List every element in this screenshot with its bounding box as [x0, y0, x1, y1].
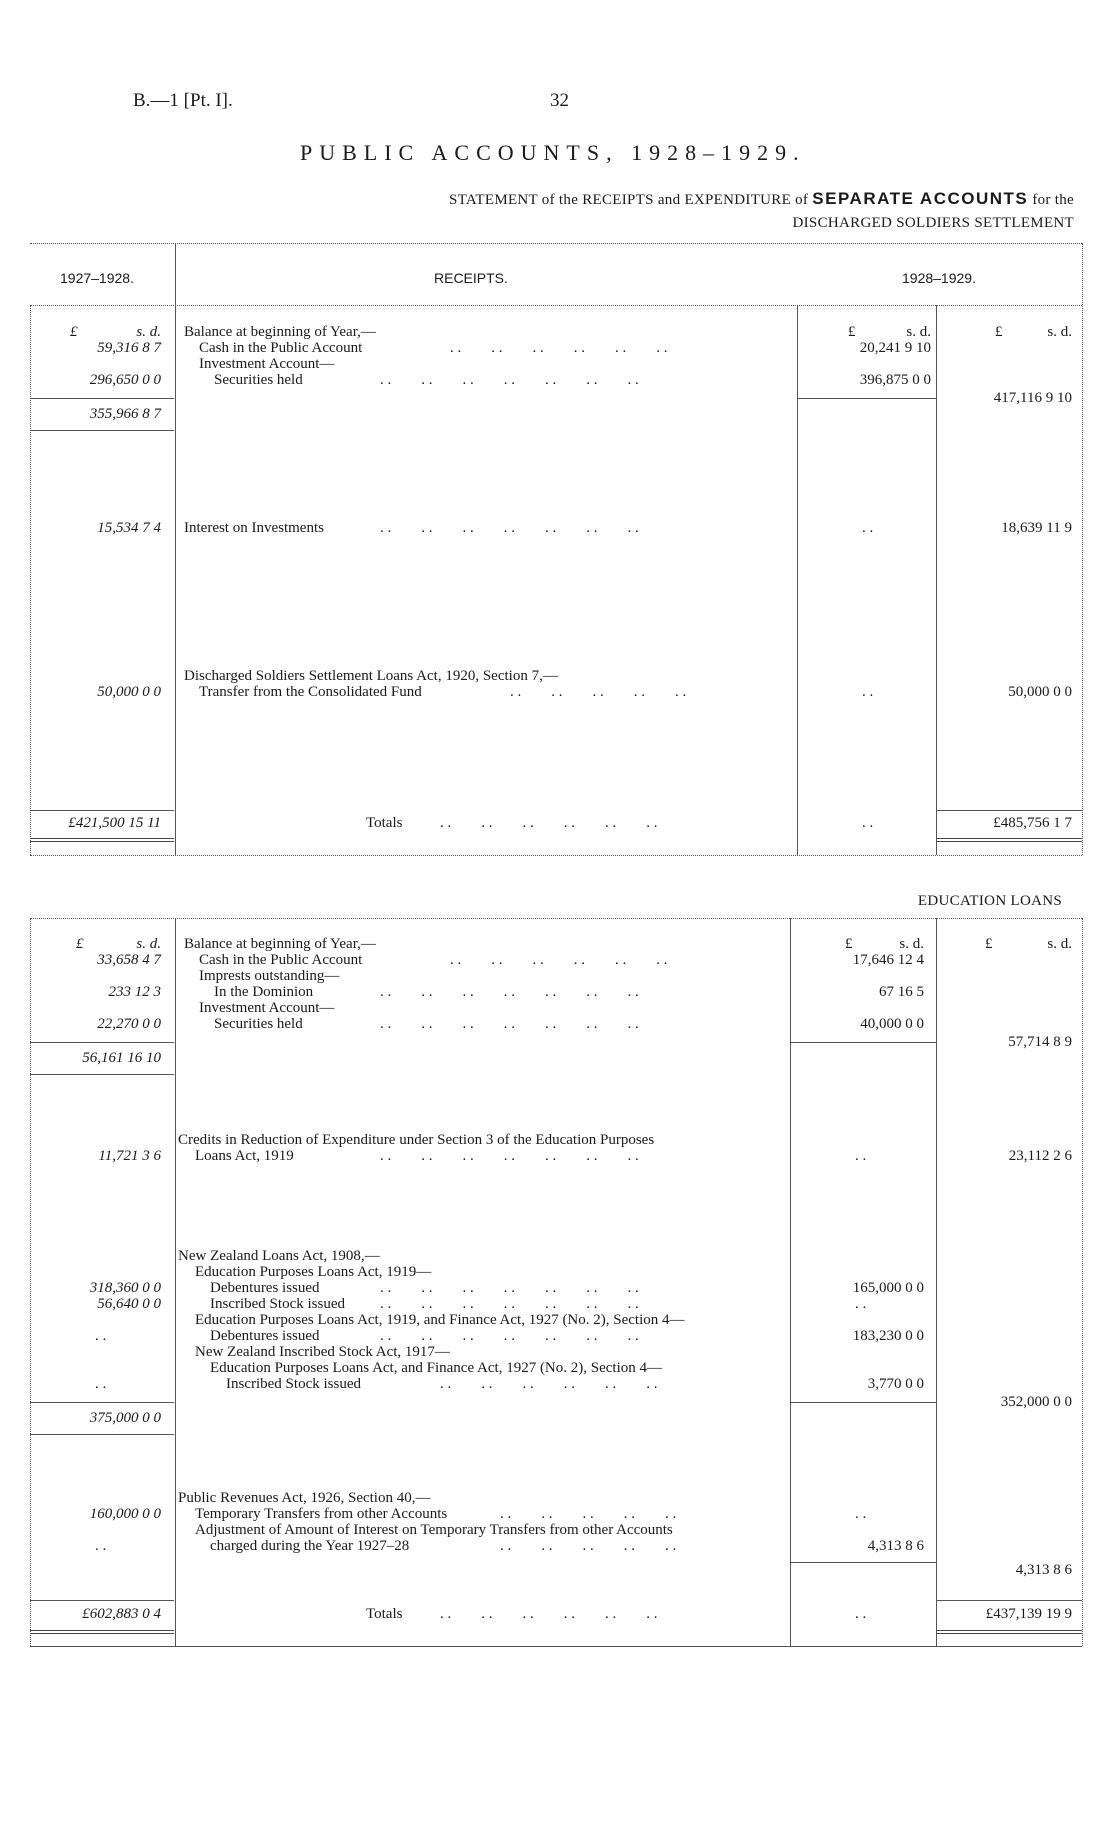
row-label: Cash in the Public Account — [199, 952, 363, 968]
curr-amount: 17,646 12 4 — [852, 952, 924, 968]
curr-subtotal: 4,313 8 6 — [1015, 1562, 1072, 1578]
row-label: Transfer from the Consolidated Fund — [199, 684, 422, 700]
leader-dots: . . . . . . . . . . . . — [440, 815, 658, 831]
page-number: 32 — [550, 90, 569, 111]
sd-label: s. d. — [136, 324, 161, 340]
leader-dots: . . — [855, 1296, 867, 1312]
row-label: Education Purposes Loans Act, 1919, and Finance Act, 1927 (No. 2), Section 4— — [195, 1312, 685, 1328]
header-curr-year: 1928–1929. — [902, 270, 976, 286]
row-label: Cash in the Public Account — [199, 340, 363, 356]
leader-dots: . . — [95, 1376, 107, 1392]
prev-amount: 15,534 7 4 — [97, 520, 161, 536]
prev-amount: 233 12 3 — [108, 984, 161, 1000]
leader-dots: . . . . . . . . . . . . . . — [380, 1016, 639, 1032]
prev-amount: 33,658 4 7 — [97, 952, 161, 968]
curr-amount: 40,000 0 0 — [860, 1016, 924, 1032]
curr-amount: 50,000 0 0 — [1008, 684, 1072, 700]
leader-dots: . . . . . . . . . . — [500, 1506, 677, 1522]
leader-dots: . . . . . . . . . . . . . . — [380, 1280, 639, 1296]
row-label: Securities held — [214, 372, 303, 388]
pound-sign: £ — [848, 324, 856, 340]
curr-amount: 67 16 5 — [879, 984, 924, 1000]
leader-dots: . . . . . . . . . . . . . . — [380, 520, 639, 536]
statement-prefix: STATEMENT of the RECEIPTS and EXPENDITURE of — [449, 192, 809, 208]
row-label: Inscribed Stock issued — [226, 1376, 361, 1392]
sd-label: s. d. — [136, 936, 161, 952]
prev-total: £421,500 15 11 — [68, 815, 161, 831]
leader-dots: . . — [95, 1328, 107, 1344]
leader-dots: . . . . . . . . . . — [510, 684, 687, 700]
leader-dots: . . . . . . . . . . . . — [450, 952, 668, 968]
row-label: New Zealand Loans Act, 1908,— — [178, 1248, 380, 1264]
leader-dots: . . — [855, 1606, 867, 1622]
leader-dots: . . . . . . . . . . . . — [440, 1606, 658, 1622]
curr-subtotal: 417,116 9 10 — [993, 390, 1072, 406]
row-label: Public Revenues Act, 1926, Section 40,— — [178, 1490, 431, 1506]
row-label: Balance at beginning of Year,— — [184, 936, 376, 952]
prev-subtotal: 355,966 8 7 — [89, 406, 161, 422]
curr-amount: 20,241 9 10 — [859, 340, 931, 356]
pound-sign: £ — [70, 324, 78, 340]
leader-dots: . . — [862, 815, 874, 831]
prev-amount: 59,316 8 7 — [97, 340, 161, 356]
curr-total: £485,756 1 7 — [993, 815, 1072, 831]
section-title-edu: EDUCATION LOANS — [917, 893, 1062, 909]
row-label: Investment Account— — [199, 356, 335, 372]
leader-dots: . . . . . . . . . . . . . . — [380, 984, 639, 1000]
leader-dots: . . . . . . . . . . . . . . — [380, 372, 639, 388]
sd-label: s. d. — [906, 324, 931, 340]
leader-dots: . . . . . . . . . . . . . . — [380, 1328, 639, 1344]
curr-amount: 396,875 0 0 — [859, 372, 931, 388]
leader-dots: . . — [862, 520, 874, 536]
row-label: Education Purposes Loans Act, and Finance Act, 1927 (No. 2), Section 4— — [210, 1360, 663, 1376]
row-label: Loans Act, 1919 — [195, 1148, 294, 1164]
pound-sign: £ — [985, 936, 993, 952]
row-label: Debentures issued — [210, 1328, 320, 1344]
statement-heading — [449, 189, 1074, 209]
leader-dots: . . . . . . . . . . . . — [450, 340, 668, 356]
pound-sign: £ — [995, 324, 1003, 340]
prev-amount: 318,360 0 0 — [89, 1280, 161, 1296]
header-prev-year: 1927–1928. — [60, 270, 134, 286]
header-receipts: RECEIPTS. — [434, 270, 508, 286]
totals-label: Totals — [366, 1606, 403, 1622]
section-title-dss: DISCHARGED SOLDIERS SETTLEMENT — [792, 215, 1074, 231]
leader-dots: . . . . . . . . . . . . — [440, 1376, 658, 1392]
statement-bold: SEPARATE ACCOUNTS — [812, 189, 1029, 208]
row-label: charged during the Year 1927–28 — [210, 1538, 410, 1554]
curr-amount: 18,639 11 9 — [1001, 520, 1072, 536]
leader-dots: . . . . . . . . . . — [500, 1538, 677, 1554]
leader-dots: . . — [95, 1538, 107, 1554]
sd-label: s. d. — [1047, 324, 1072, 340]
prev-total: £602,883 0 4 — [82, 1606, 161, 1622]
totals-label: Totals — [366, 815, 403, 831]
row-label: Interest on Investments — [184, 520, 324, 536]
row-label: Imprests outstanding— — [199, 968, 340, 984]
sd-label: s. d. — [1047, 936, 1072, 952]
row-label: Investment Account— — [199, 1000, 335, 1016]
row-label: Securities held — [214, 1016, 303, 1032]
leader-dots: . . — [862, 684, 874, 700]
row-label: Temporary Transfers from other Accounts — [195, 1506, 448, 1522]
row-label: New Zealand Inscribed Stock Act, 1917— — [195, 1344, 450, 1360]
curr-amount: 183,230 0 0 — [852, 1328, 924, 1344]
prev-amount: 22,270 0 0 — [97, 1016, 161, 1032]
row-label: Discharged Soldiers Settlement Loans Act, 1920, Section 7,— — [184, 668, 558, 684]
curr-subtotal: 57,714 8 9 — [1008, 1034, 1072, 1050]
curr-amount: 23,112 2 6 — [1008, 1148, 1072, 1164]
prev-amount: 50,000 0 0 — [97, 684, 161, 700]
curr-amount: 165,000 0 0 — [852, 1280, 924, 1296]
curr-subtotal: 352,000 0 0 — [1000, 1394, 1072, 1410]
row-label: Balance at beginning of Year,— — [184, 324, 376, 340]
leader-dots: . . — [855, 1148, 867, 1164]
prev-amount: 296,650 0 0 — [89, 372, 161, 388]
prev-subtotal: 375,000 0 0 — [89, 1410, 161, 1426]
page-title: PUBLIC ACCOUNTS, 1928–1929. — [300, 140, 806, 165]
page-reference: B.—1 [Pt. I]. — [133, 90, 233, 111]
prev-amount: 160,000 0 0 — [89, 1506, 161, 1522]
statement-suffix: for the — [1032, 192, 1074, 208]
row-label: In the Dominion — [214, 984, 314, 1000]
row-label: Inscribed Stock issued — [210, 1296, 345, 1312]
row-label: Adjustment of Amount of Interest on Temporary Transfers from other Accounts — [195, 1522, 673, 1538]
prev-amount: 11,721 3 6 — [98, 1148, 161, 1164]
pound-sign: £ — [76, 936, 84, 952]
prev-amount: 56,640 0 0 — [97, 1296, 161, 1312]
curr-amount: 4,313 8 6 — [867, 1538, 924, 1554]
curr-total: £437,139 19 9 — [985, 1606, 1072, 1622]
leader-dots: . . . . . . . . . . . . . . — [380, 1148, 639, 1164]
leader-dots: . . . . . . . . . . . . . . — [380, 1296, 639, 1312]
prev-subtotal: 56,161 16 10 — [82, 1050, 161, 1066]
row-label: Education Purposes Loans Act, 1919— — [195, 1264, 432, 1280]
row-label: Credits in Reduction of Expenditure under Section 3 of the Education Purposes — [178, 1132, 655, 1148]
pound-sign: £ — [845, 936, 853, 952]
row-label: Debentures issued — [210, 1280, 320, 1296]
curr-amount: 3,770 0 0 — [867, 1376, 924, 1392]
sd-label: s. d. — [899, 936, 924, 952]
leader-dots: . . — [855, 1506, 867, 1522]
